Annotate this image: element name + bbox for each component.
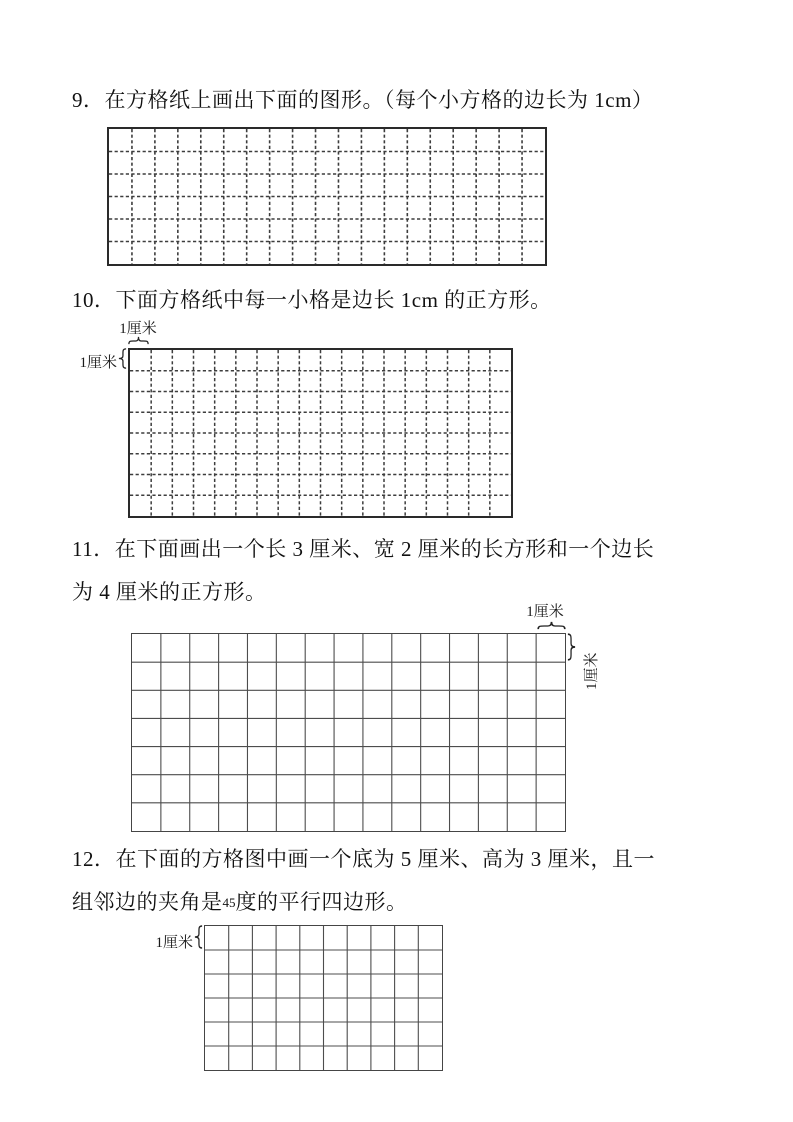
question-11-text-line1: 11．在下面画出一个长 3 厘米、宽 2 厘米的长方形和一个边长 <box>72 537 655 561</box>
q11-top-cell-label: 1厘米 <box>526 604 564 620</box>
grid-paper-q10 <box>128 348 513 518</box>
q12-left-cell-label: 1厘米 <box>155 935 193 951</box>
left-curly-brace-icon <box>194 925 203 949</box>
right-curly-brace-icon <box>567 633 576 661</box>
q12-angle-value: 45 <box>222 895 236 910</box>
q10-left-cell-label: 1厘米 <box>79 355 117 371</box>
grid-paper-q9 <box>107 127 547 266</box>
q11-right-cell-label: 1厘米 <box>584 652 600 690</box>
top-curly-brace-icon <box>537 621 566 630</box>
q12-line2-suffix: 度的平行四边形。 <box>235 890 408 914</box>
question-11-text-line2: 为 4 厘米的正方形。 <box>72 580 267 604</box>
question-9-text: 9．在方格纸上画出下面的图形。（每个小方格的边长为 1cm） <box>72 88 654 112</box>
q10-top-cell-label: 1厘米 <box>119 321 157 337</box>
left-curly-brace-icon <box>118 348 127 369</box>
grid-paper-q12 <box>204 925 443 1071</box>
question-10-text: 10．下面方格纸中每一小格是边长 1cm 的正方形。 <box>72 288 552 312</box>
q12-line2-prefix: 组邻边的夹角是 <box>72 890 223 914</box>
question-12-text-line2 <box>72 886 408 916</box>
top-curly-brace-icon <box>128 336 149 345</box>
question-12-text-line1: 12．在下面的方格图中画一个底为 5 厘米、高为 3 厘米，且一 <box>72 847 655 871</box>
grid-paper-q11 <box>131 633 566 832</box>
